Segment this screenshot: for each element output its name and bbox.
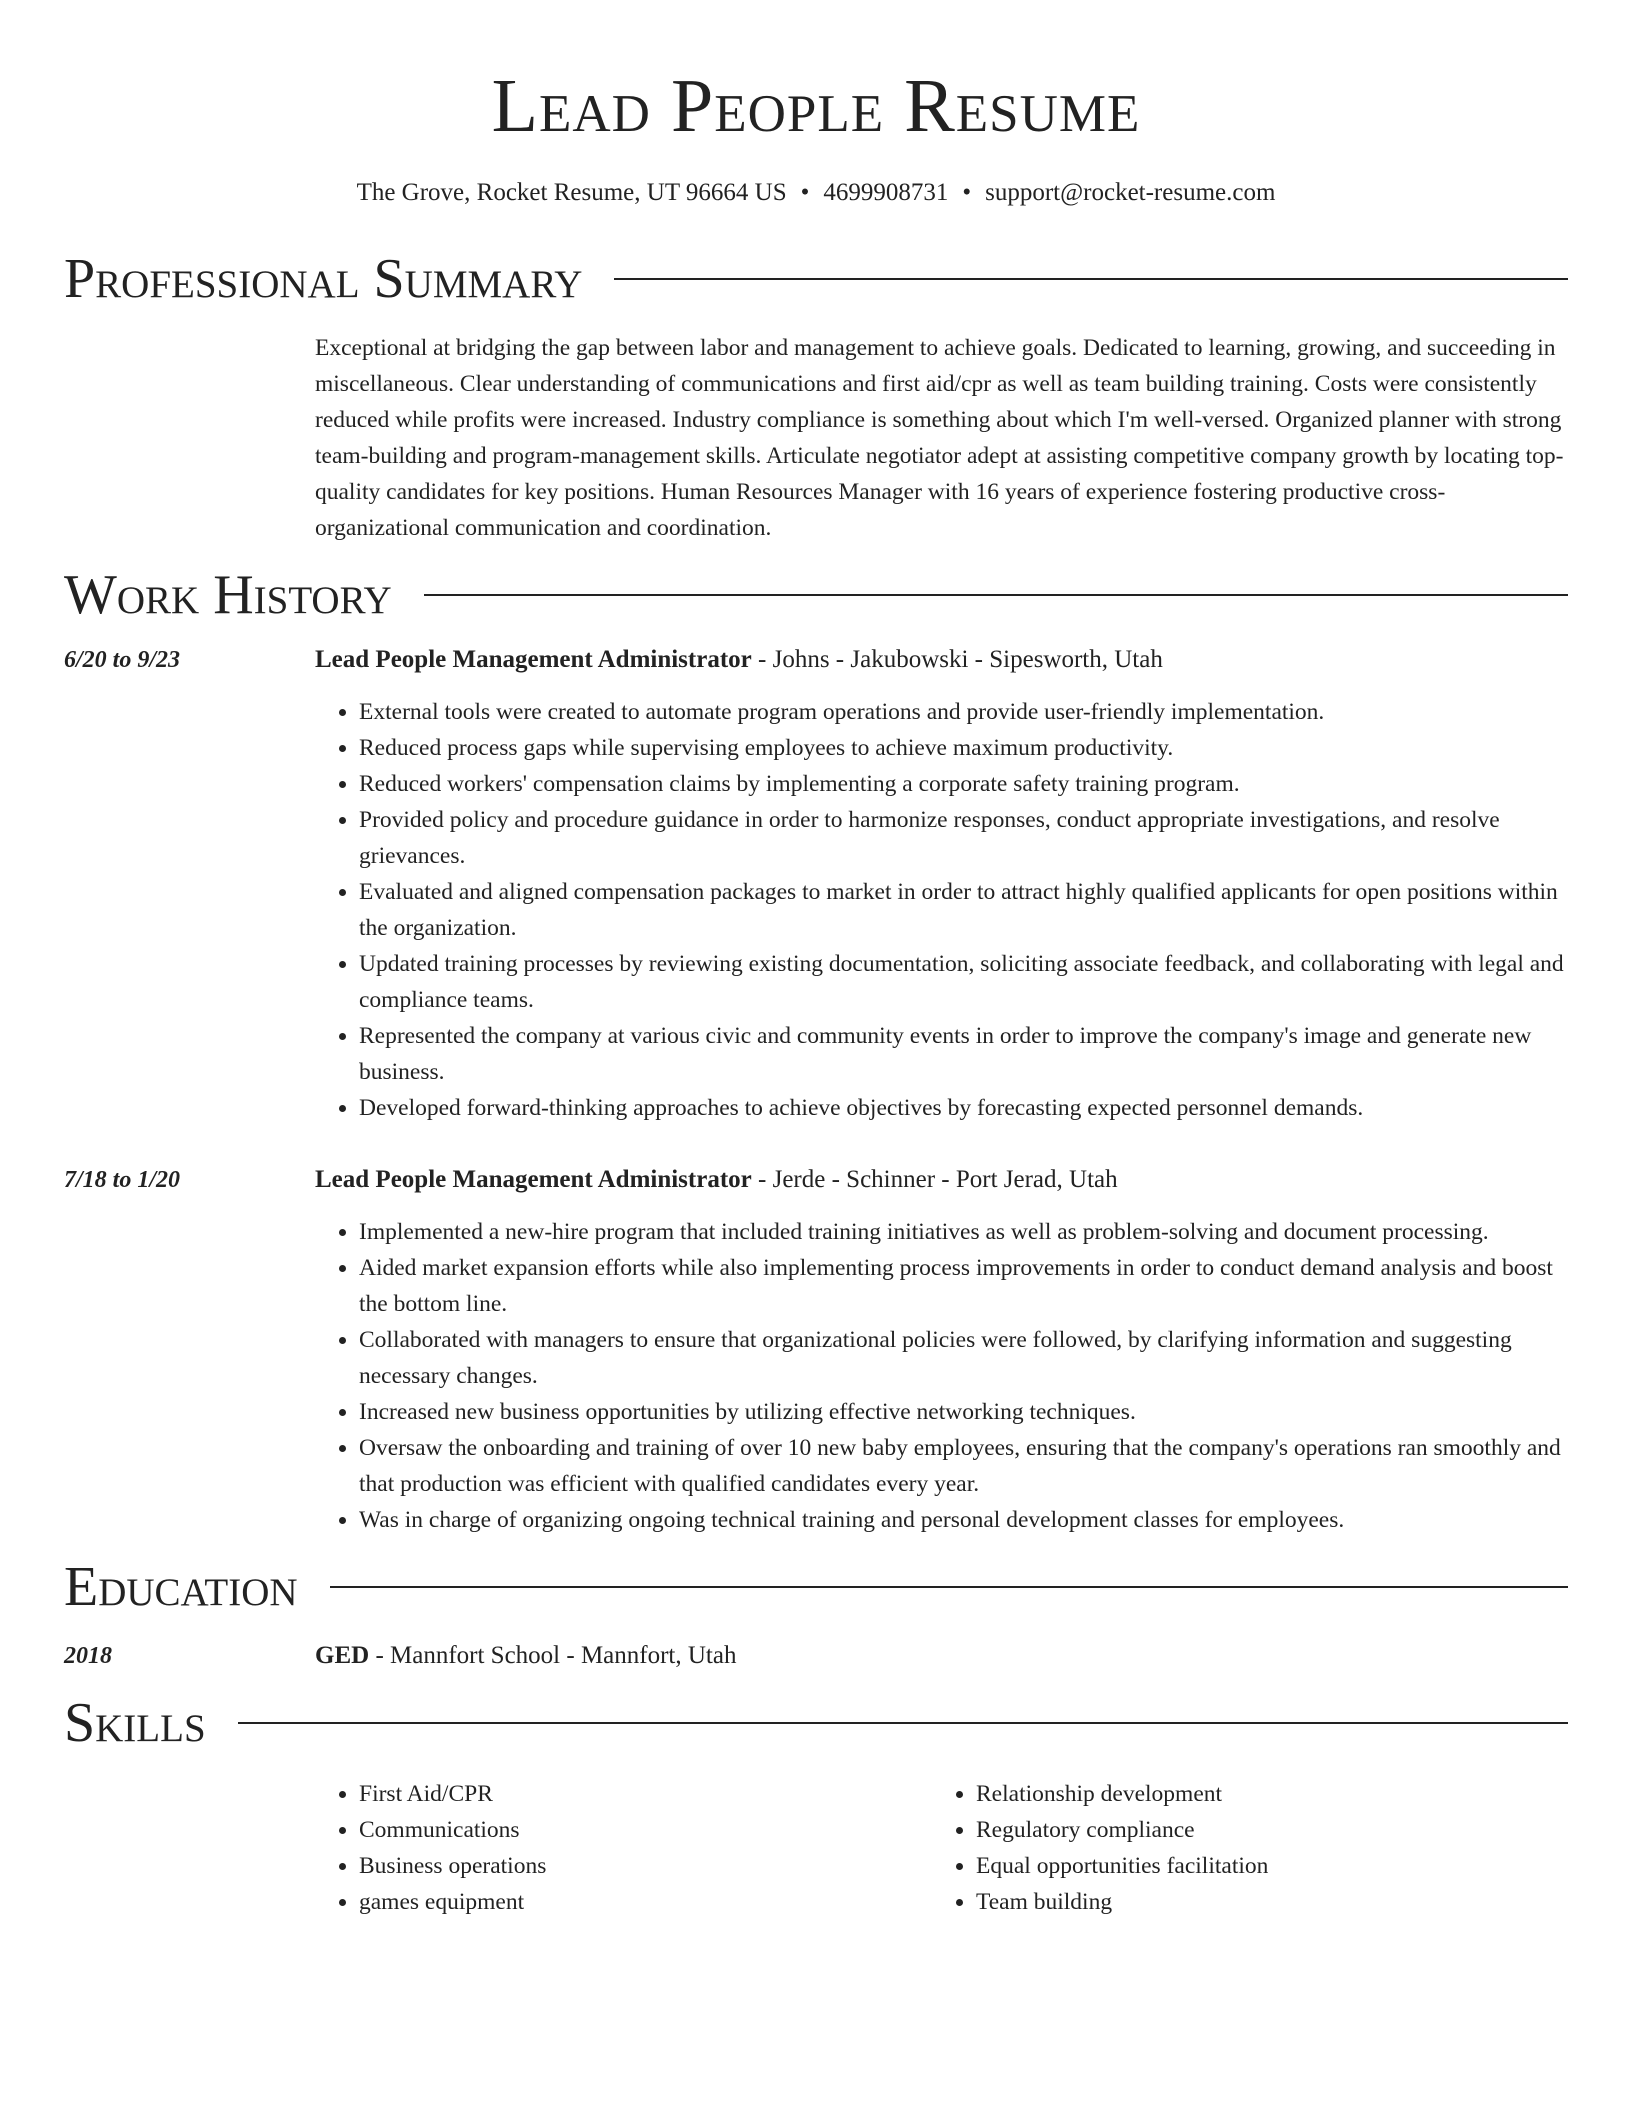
- job-bullet: • External tools were created to automate program operations and provide user-friendly implementation.: [359, 694, 1568, 730]
- job-bullet: • Reduced process gaps while supervising employees to achieve maximum productivity.: [359, 730, 1568, 766]
- skills-column-left: [315, 1776, 932, 1920]
- job-bullets: [315, 1214, 1568, 1538]
- job-list: [64, 642, 1568, 1538]
- skills-section-header: [64, 1692, 1568, 1754]
- job-bullet: • Was in charge of organizing ongoing technical training and personal development classes for employees.: [359, 1502, 1568, 1538]
- job-bullet: • Collaborated with managers to ensure that organizational policies were followed, by clarifying information and suggesting necessary changes.: [359, 1322, 1568, 1394]
- skill-item: • Relationship development: [976, 1776, 1549, 1812]
- resume-page: [64, 0, 1568, 1920]
- job-bullet: • Increased new business opportunities by utilizing effective networking techniques.: [359, 1394, 1568, 1430]
- skill-item: • Team building: [976, 1884, 1549, 1920]
- skills-list: [315, 1776, 1568, 1920]
- job-employer: - Johns - Jakubowski - Sipesworth, Utah: [751, 646, 1163, 673]
- contact-separator: •: [962, 179, 972, 206]
- job-entry: [64, 642, 1568, 1126]
- work-section-header: [64, 564, 1568, 626]
- work-heading: Work History: [64, 564, 392, 626]
- contact-separator: •: [800, 179, 810, 206]
- resume-title: Lead People Resume: [491, 64, 1141, 148]
- contact-email: support@rocket-resume.com: [985, 179, 1276, 206]
- job-bullet: • Provided policy and procedure guidance in order to harmonize responses, conduct appropriate investigations, and resolve grievances.: [359, 802, 1568, 874]
- job-body: [315, 642, 1568, 1126]
- skill-item: • Equal opportunities facilitation: [976, 1848, 1549, 1884]
- summary-text: Exceptional at bridging the gap between labor and management to achieve goals. Dedicated to learning, growing, and succeeding in miscellaneous. Clear understanding of communications and first aid/cpr as well as team building training. Costs were consistently reduced while profits were increased. Industry compliance is something about which I'm well-versed. Organized planner with strong team-building and program-management skills. Articulate negotiator adept at assisting competitive company growth by locating top-quality candidates for key positions. Human Resources Manager with 16 years of experience fostering productive cross-organizational communication and coordination.: [315, 335, 1564, 541]
- job-role: Lead People Management Administrator: [315, 646, 752, 673]
- job-bullet: • Updated training processes by reviewing existing documentation, soliciting associate feedback, and collaborating with legal and compliance teams.: [359, 946, 1568, 1018]
- job-title-line: [315, 642, 1568, 678]
- skills-column-right: [932, 1776, 1549, 1920]
- contact-line: [64, 178, 1568, 208]
- job-bullet: • Oversaw the onboarding and training of over 10 new baby employees, ensuring that the company's operations ran smoothly and that production was efficient with qualified candidates every year.: [359, 1430, 1568, 1502]
- education-section-header: [64, 1556, 1568, 1618]
- section-divider: [238, 1722, 1568, 1724]
- job-body: [315, 1162, 1568, 1538]
- skill-item: • Communications: [359, 1812, 932, 1848]
- job-bullet: • Evaluated and aligned compensation packages to market in order to attract highly qualified applicants for open positions within the organization.: [359, 874, 1568, 946]
- skill-item: • games equipment: [359, 1884, 932, 1920]
- section-divider: [424, 594, 1568, 596]
- job-bullet: • Implemented a new-hire program that included training initiatives as well as problem-solving and document processing.: [359, 1214, 1568, 1250]
- education-details: - Mannfort School - Mannfort, Utah: [369, 1642, 737, 1669]
- contact-address: The Grove, Rocket Resume, UT 96664 US: [356, 179, 787, 206]
- job-role: Lead People Management Administrator: [315, 1166, 752, 1193]
- skill-item: • First Aid/CPR: [359, 1776, 932, 1812]
- job-entry: [64, 1162, 1568, 1538]
- skill-item: • Business operations: [359, 1848, 932, 1884]
- job-dates: 7/18 to 1/20: [64, 1167, 181, 1193]
- education-year: 2018: [64, 1643, 112, 1669]
- job-dates: 6/20 to 9/23: [64, 647, 181, 673]
- education-entry: [64, 1638, 1568, 1674]
- section-divider: [614, 278, 1568, 280]
- section-divider: [330, 1586, 1568, 1588]
- job-bullets: [315, 694, 1568, 1126]
- skills-heading: Skills: [64, 1692, 206, 1754]
- summary-section-header: [64, 248, 1568, 310]
- education-line: [315, 1638, 736, 1674]
- job-bullet: • Reduced workers' compensation claims by implementing a corporate safety training program.: [359, 766, 1568, 802]
- job-title-line: [315, 1162, 1568, 1198]
- job-bullet: • Aided market expansion efforts while also implementing process improvements in order to conduct demand analysis and boost the bottom line.: [359, 1250, 1568, 1322]
- contact-phone: 4699908731: [823, 179, 949, 206]
- education-heading: Education: [64, 1556, 298, 1618]
- job-employer: - Jerde - Schinner - Port Jerad, Utah: [751, 1166, 1118, 1193]
- skill-item: • Regulatory compliance: [976, 1812, 1549, 1848]
- job-bullet: • Developed forward-thinking approaches to achieve objectives by forecasting expected personnel demands.: [359, 1090, 1568, 1126]
- summary-heading: Professional Summary: [64, 248, 583, 310]
- job-bullet: • Represented the company at various civic and community events in order to improve the company's image and generate new business.: [359, 1018, 1568, 1090]
- education-degree: GED: [315, 1642, 370, 1669]
